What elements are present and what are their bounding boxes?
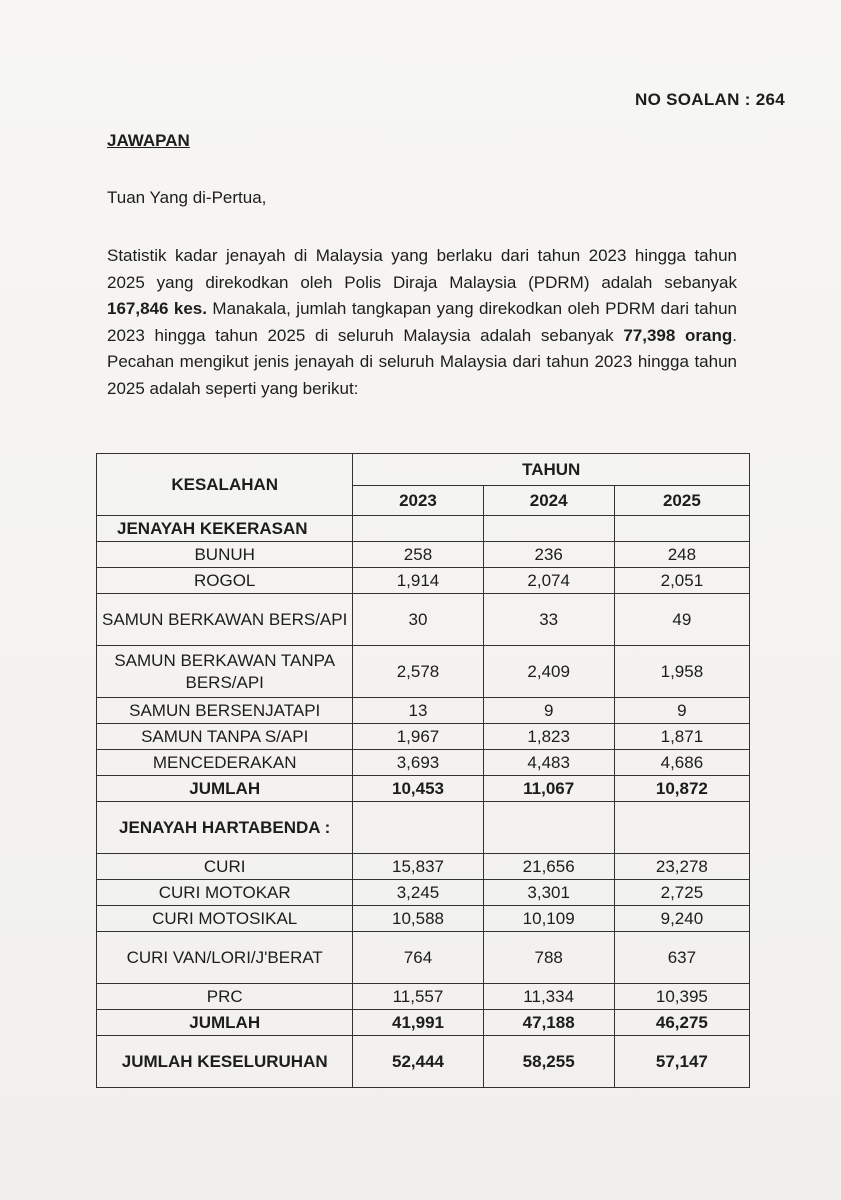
value-2025: 9: [614, 698, 749, 724]
value-2025: 49: [614, 594, 749, 646]
paragraph-text-2: Manakala, jumlah tangkapan yang direkodkan oleh PDRM dari tahun 2023 hingga tahun 2025 di seluruh Malaysia adalah sebanyak: [107, 299, 737, 345]
total-label: JUMLAH: [97, 776, 353, 802]
category-property: JENAYAH HARTABENDA :: [97, 802, 353, 854]
value-2024: 1,823: [483, 724, 614, 750]
offence-name: ROGOL: [97, 568, 353, 594]
value-2025: 10,395: [614, 984, 749, 1010]
answer-paragraph: [107, 243, 737, 402]
offence-name: CURI: [97, 854, 353, 880]
empty-cell: [614, 802, 749, 854]
table-row: [97, 542, 750, 568]
greeting: Tuan Yang di-Pertua,: [107, 188, 267, 207]
value-2024: 58,255: [483, 1036, 614, 1088]
value-2024: 11,334: [483, 984, 614, 1010]
table-row: [97, 568, 750, 594]
table-row: [97, 984, 750, 1010]
value-2025: 637: [614, 932, 749, 984]
value-2025: 46,275: [614, 1010, 749, 1036]
value-2023: 1,967: [353, 724, 483, 750]
total-row: [97, 1010, 750, 1036]
total-row: [97, 1036, 750, 1088]
empty-cell: [353, 802, 483, 854]
total-arrests: 77,398 orang: [623, 325, 733, 345]
offence-name: SAMUN BERSENJATAPI: [97, 698, 353, 724]
paragraph-text-1: Statistik kadar jenayah di Malaysia yang berlaku dari tahun 2023 hingga tahun 2025 yang direkodkan oleh Polis Diraja Malaysia (PDRM) adalah sebanyak: [107, 246, 737, 292]
header-offence: KESALAHAN: [97, 454, 353, 516]
table-row: [97, 750, 750, 776]
table-row: [97, 646, 750, 698]
offence-name: SAMUN TANPA S/API: [97, 724, 353, 750]
header-2024: 2024: [483, 486, 614, 516]
value-2024: 33: [483, 594, 614, 646]
value-2023: 13: [353, 698, 483, 724]
table-body: [97, 516, 750, 1088]
value-2024: 21,656: [483, 854, 614, 880]
value-2025: 9,240: [614, 906, 749, 932]
value-2025: 2,725: [614, 880, 749, 906]
total-cases: 167,846 kes.: [107, 299, 207, 318]
value-2023: 52,444: [353, 1036, 483, 1088]
value-2024: 9: [483, 698, 614, 724]
table-row: [97, 880, 750, 906]
value-2023: 764: [353, 932, 483, 984]
value-2023: 258: [353, 542, 483, 568]
total-label: JUMLAH: [97, 1010, 353, 1036]
value-2025: 1,871: [614, 724, 749, 750]
value-2023: 1,914: [353, 568, 483, 594]
empty-cell: [483, 802, 614, 854]
value-2023: 3,245: [353, 880, 483, 906]
table-row: [97, 906, 750, 932]
table-row: [97, 724, 750, 750]
value-2025: 248: [614, 542, 749, 568]
value-2023: 10,588: [353, 906, 483, 932]
offence-name: SAMUN BERKAWAN TANPA BERS/API: [97, 646, 353, 698]
empty-cell: [614, 516, 749, 542]
value-2023: 41,991: [353, 1010, 483, 1036]
offence-name: BUNUH: [97, 542, 353, 568]
header-2023: 2023: [353, 486, 483, 516]
empty-cell: [353, 516, 483, 542]
header-2025: 2025: [614, 486, 749, 516]
empty-cell: [483, 516, 614, 542]
value-2025: 2,051: [614, 568, 749, 594]
table-row: [97, 594, 750, 646]
value-2025: 4,686: [614, 750, 749, 776]
value-2025: 1,958: [614, 646, 749, 698]
value-2024: 47,188: [483, 1010, 614, 1036]
value-2024: 3,301: [483, 880, 614, 906]
value-2024: 236: [483, 542, 614, 568]
offence-name: CURI MOTOKAR: [97, 880, 353, 906]
value-2025: 23,278: [614, 854, 749, 880]
paragraph-text-3: . Pecahan mengikut jenis jenayah di seluruh Malaysia dari tahun 2023 hingga tahun 2025 adalah seperti yang berikut:: [107, 325, 737, 398]
value-2023: 2,578: [353, 646, 483, 698]
value-2024: 2,074: [483, 568, 614, 594]
offence-name: PRC: [97, 984, 353, 1010]
value-2024: 788: [483, 932, 614, 984]
answer-heading: JAWAPAN: [107, 131, 190, 150]
table-row: [97, 932, 750, 984]
value-2025: 10,872: [614, 776, 749, 802]
category-row: [97, 802, 750, 854]
table-row: [97, 698, 750, 724]
offence-name: CURI VAN/LORI/J'BERAT: [97, 932, 353, 984]
table-row: [97, 854, 750, 880]
total-row: [97, 776, 750, 802]
value-2024: 2,409: [483, 646, 614, 698]
value-2024: 4,483: [483, 750, 614, 776]
value-2025: 57,147: [614, 1036, 749, 1088]
value-2023: 15,837: [353, 854, 483, 880]
category-violent: JENAYAH KEKERASAN: [97, 516, 353, 542]
value-2024: 10,109: [483, 906, 614, 932]
question-number: NO SOALAN : 264: [635, 90, 785, 109]
header-year-group: TAHUN: [353, 454, 750, 486]
value-2023: 3,693: [353, 750, 483, 776]
value-2024: 11,067: [483, 776, 614, 802]
value-2023: 10,453: [353, 776, 483, 802]
crime-statistics-table: [96, 453, 750, 1088]
value-2023: 11,557: [353, 984, 483, 1010]
total-label: JUMLAH KESELURUHAN: [97, 1036, 353, 1088]
offence-name: SAMUN BERKAWAN BERS/API: [97, 594, 353, 646]
offence-name: MENCEDERAKAN: [97, 750, 353, 776]
category-row: [97, 516, 750, 542]
value-2023: 30: [353, 594, 483, 646]
offence-name: CURI MOTOSIKAL: [97, 906, 353, 932]
